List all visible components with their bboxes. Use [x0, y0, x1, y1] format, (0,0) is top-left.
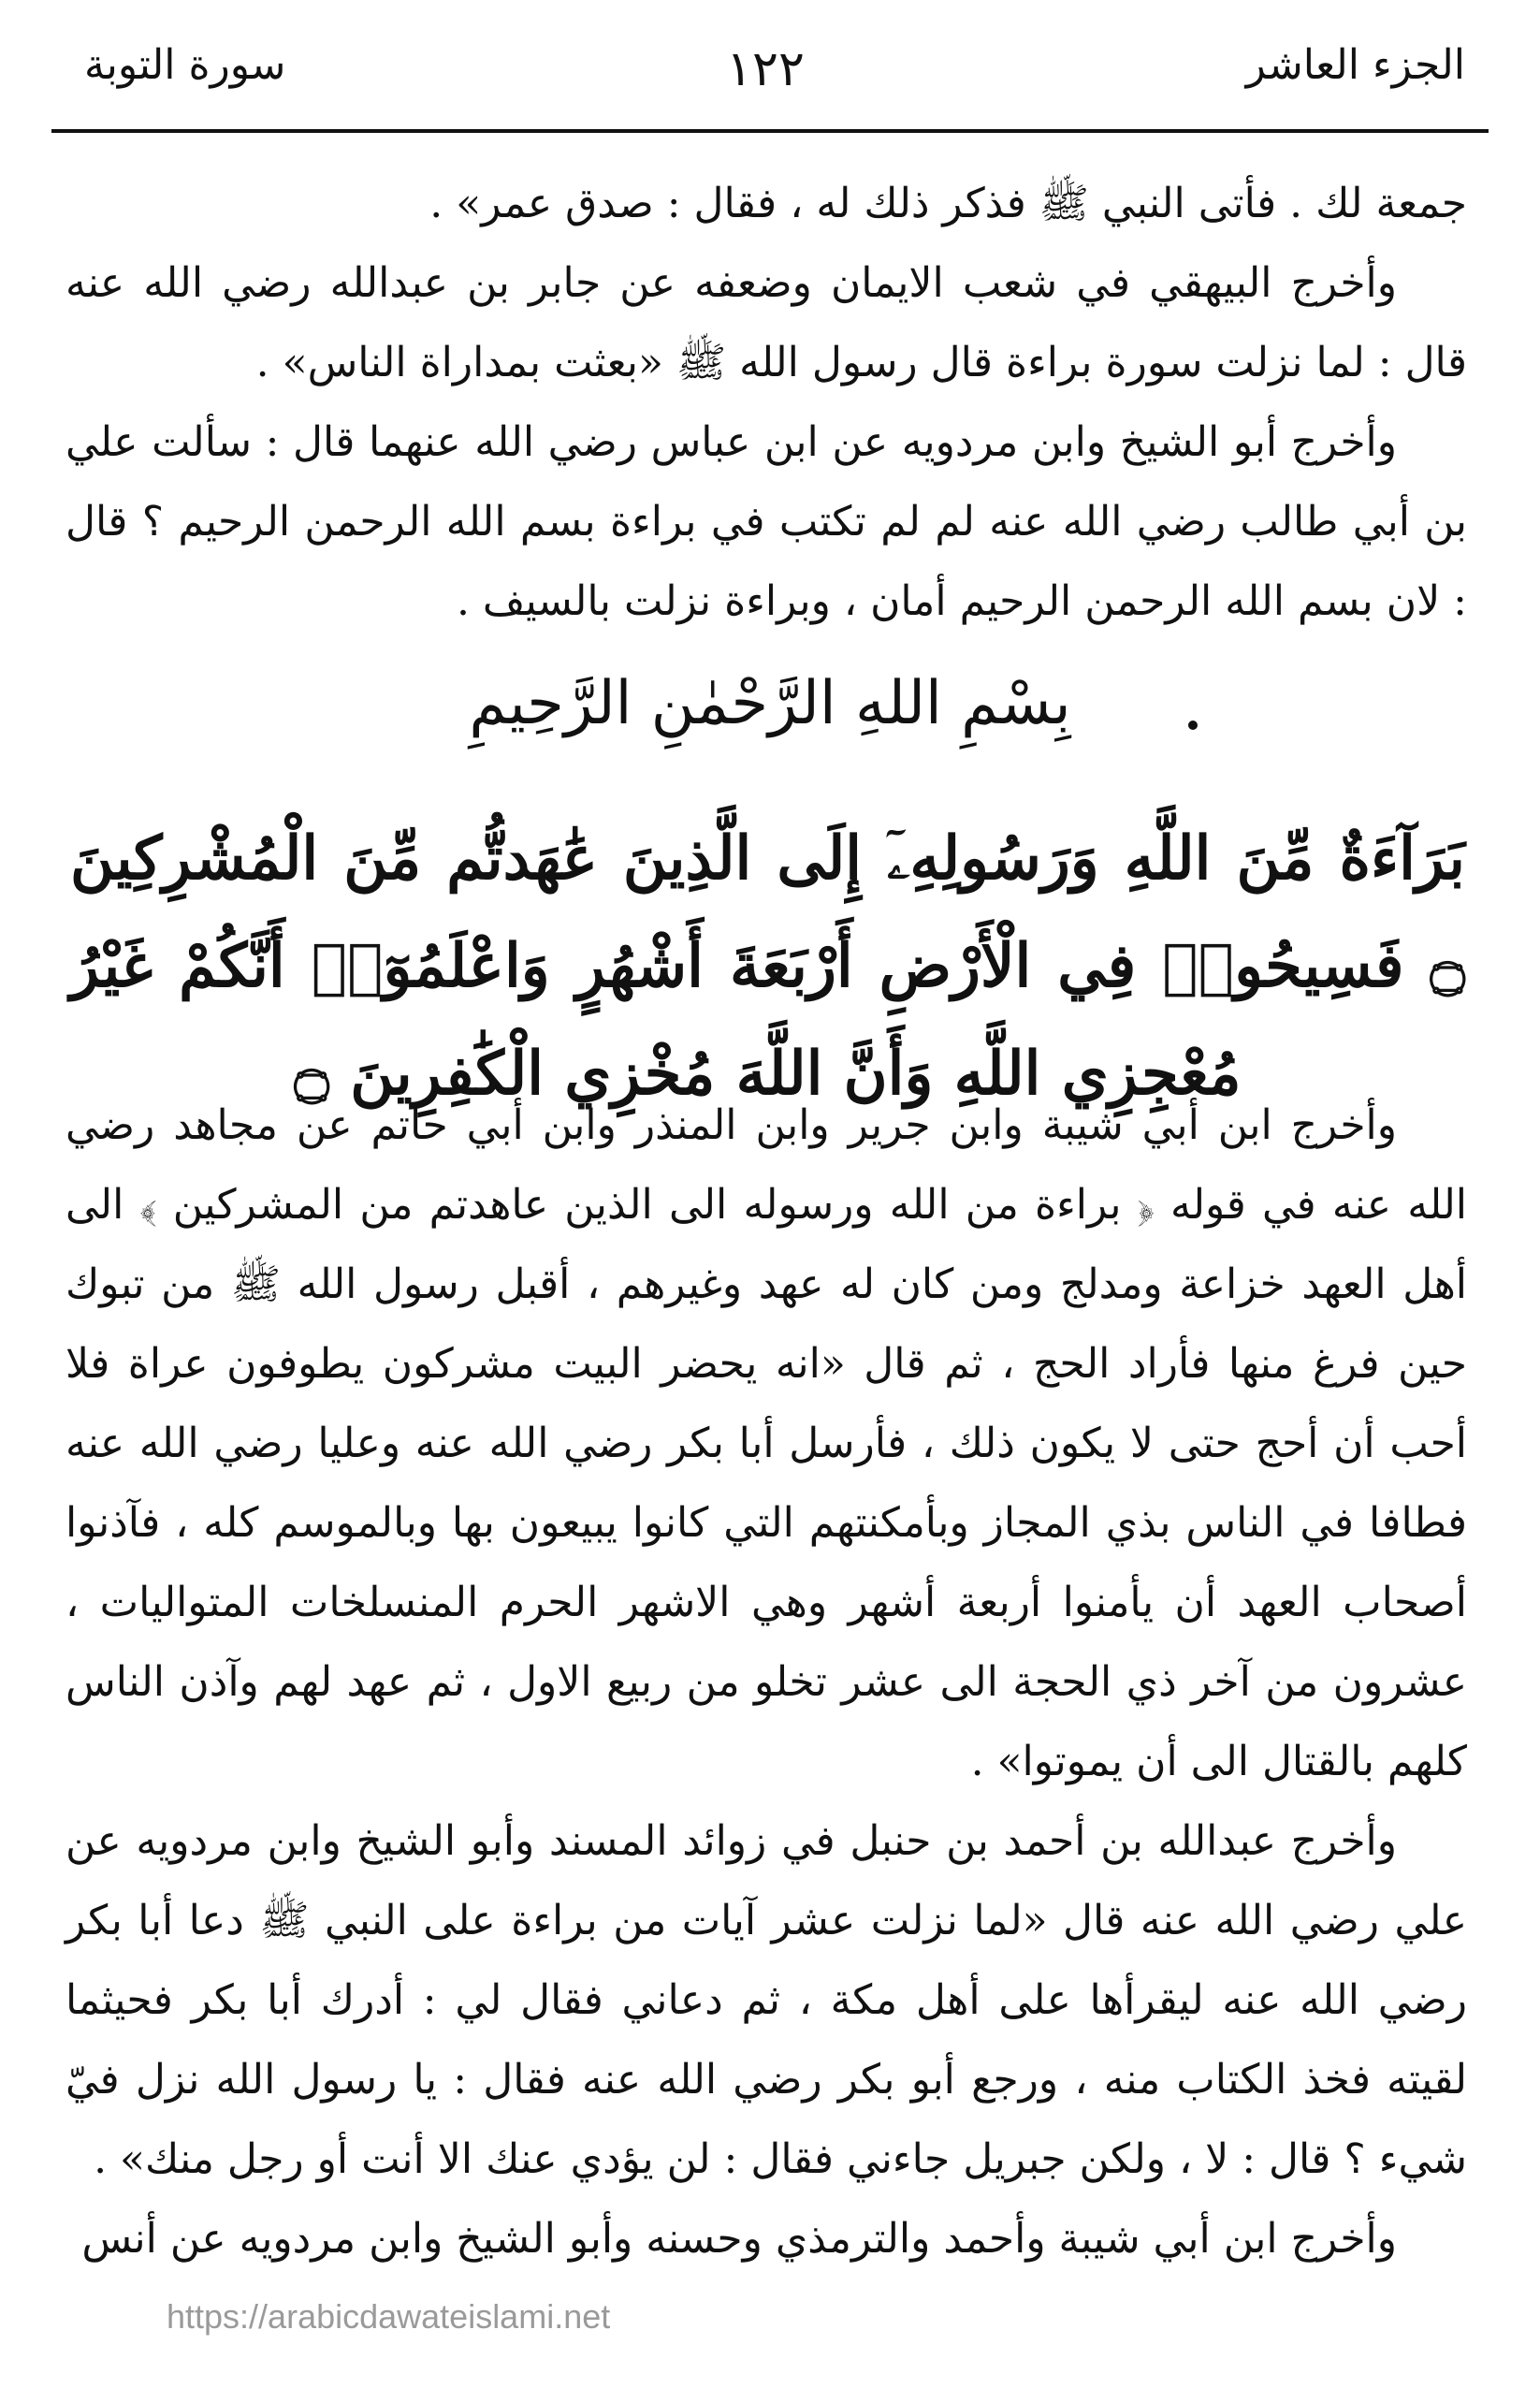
commentary-text — [65, 1085, 1467, 2279]
header-divider — [51, 129, 1489, 133]
watermark-url: https://arabicdawateislami.net — [167, 2297, 611, 2336]
ornament-dot — [1188, 721, 1198, 730]
intro-text — [65, 164, 1467, 641]
paragraph: جمعة لك . فأتى النبي ﷺ فذكر ذلك له ، فقال : صدق عمر» . — [429, 180, 1467, 227]
paragraph: وأخرج ابن أبي شيبة وابن جرير وابن المنذر وابن أبي حاتم عن مجاهد رضي الله عنه في قوله ﴿ براءة من الله ورسوله الى الذين عاهدتم من المشركين ﴾ الى أهل العهد خزاعة ومدلج ومن كان له عهد وغيرهم ، أقبل رسول الله ﷺ من تبوك حين فرغ منها فأراد الحج ، ثم قال «انه يحضر البيت مشركون يطوفون عراة فلا أحب أن أحج حتى لا يكون ذلك ، فأرسل أبا بكر رضي الله عنه وعليا رضي الله عنه فطافا في الناس بذي المجاز وبأمكنتهم التي كانوا يبيعون بها وبالموسم كله ، فآذنوا أصحاب العهد أن يأمنوا أربعة أشهر وهي الاشهر الحرم المنسلخات المتواليات ، عشرون من آخر ذي الحجة الى عشر تخلو من ربيع الاول ، ثم عهد لهم وآذن الناس كلهم بالقتال الى أن يموتوا» . — [65, 1101, 1467, 1785]
juz-label: الجزء العاشر — [1245, 41, 1465, 89]
quran-verses: بَرَآءَةٌ مِّنَ اللَّهِ وَرَسُولِهِۦٓ إِلَى الَّذِينَ عَٰهَدتُّم مِّنَ الْمُشْرِكِينَ ۝ فَسِيحُوا۟ فِي الْأَرْضِ أَرْبَعَةَ أَشْهُرٍ وَاعْلَمُوٓا۟ أَنَّكُمْ غَيْرُ مُعْجِزِي اللَّهِ وَأَنَّ اللَّهَ مُخْزِي الْكَٰفِرِينَ ۝ — [70, 823, 1465, 1109]
surah-label: سورة التوبة — [84, 41, 286, 89]
page-number: ١٢٢ — [726, 41, 805, 97]
bismillah-heading: بِسْمِ اللهِ الرَّحْمٰنِ الرَّحِيمِ — [469, 669, 1071, 738]
paragraph: وأخرج البيهقي في شعب الايمان وضعفه عن جابر بن عبدالله رضي الله عنه قال : لما نزلت سورة براءة قال رسول الله ﷺ «بعثت بمداراة الناس» . — [65, 259, 1467, 386]
running-header — [47, 26, 1484, 129]
paragraph: وأخرج أبو الشيخ وابن مردويه عن ابن عباس رضي الله عنهما قال : سألت علي بن أبي طالب رضي الله عنه لم لم تكتب في براءة بسم الله الرحمن الرحيم ؟ قال : لان بسم الله الرحمن الرحيم أمان ، وبراءة نزلت بالسيف . — [65, 418, 1467, 625]
paragraph: وأخرج عبدالله بن أحمد بن حنبل في زوائد المسند وأبو الشيخ وابن مردويه عن علي رضي الله عنه قال «لما نزلت عشر آيات من براءة على النبي ﷺ دعا أبا بكر رضي الله عنه ليقرأها على أهل مكة ، ثم دعاني فقال لي : أدرك أبا بكر فحيثما لقيته فخذ الكتاب منه ، ورجع أبو بكر رضي الله عنه فقال : يا رسول الله نزل فيّ شيء ؟ قال : لا ، ولكن جبريل جاءني فقال : لن يؤدي عنك الا أنت أو رجل منك» . — [65, 1817, 1467, 2183]
paragraph: وأخرج ابن أبي شيبة وأحمد والترمذي وحسنه وأبو الشيخ وابن مردويه عن أنس — [81, 2215, 1397, 2263]
